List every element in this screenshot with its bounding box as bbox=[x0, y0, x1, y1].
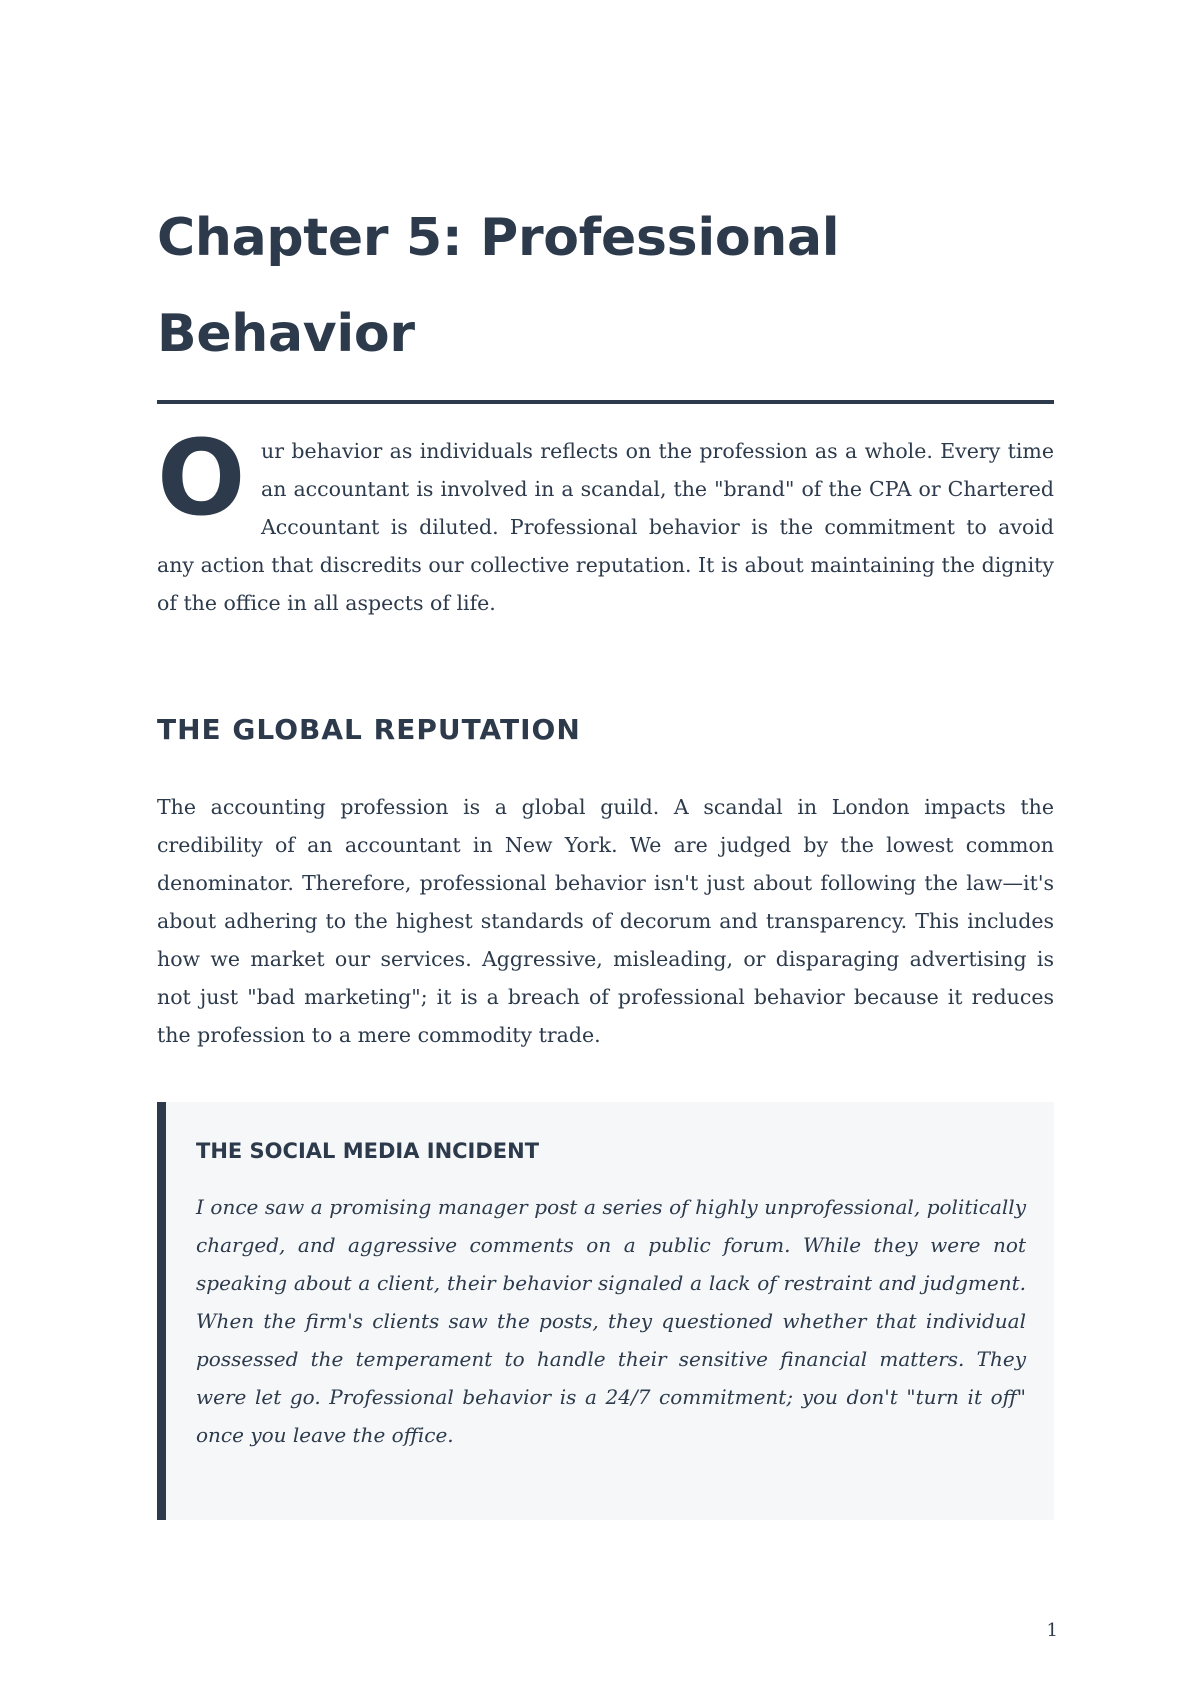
callout-title: THE SOCIAL MEDIA INCIDENT bbox=[196, 1139, 540, 1163]
title-divider bbox=[157, 400, 1054, 404]
chapter-title: Chapter 5: Professional Behavior bbox=[157, 208, 840, 364]
section-heading: THE GLOBAL REPUTATION bbox=[157, 713, 581, 746]
drop-cap: O bbox=[157, 417, 246, 539]
callout-body: I once saw a promising manager post a series of highly unprofessional, politically charged, and aggressive comments on a public forum. While they were not speaking about a client, their behavior signaled a lack of restraint and judgment. When the firm's clients saw the posts, they questioned whether that individual possessed the temperament to handle their sensitive financial matters. They were let go. Professional behavior is a 24/7 commitment; you don't "turn it off" once you leave the office. bbox=[196, 1195, 1026, 1447]
intro-text: ur behavior as individuals reflects on the profession as a whole. Every time an accountant is involved in a scandal, the "brand" of the CPA or Chartered Accountant is diluted. Professional behavior is the commitment to avoid any action that discredits our collective reputation. It is about maintaining the dignity of the office in all aspects of life. bbox=[157, 439, 1054, 615]
callout-box bbox=[157, 1102, 1054, 1520]
intro-paragraph bbox=[157, 417, 1054, 622]
page-number: 1 bbox=[1046, 1620, 1058, 1641]
section-paragraph: The accounting profession is a global guild. A scandal in London impacts the credibility of an accountant in New York. We are judged by the lowest common denominator. Therefore, professional behavior isn't just about following the law—it's about adhering to the highest standards of decorum and transparency. This includes how we market our services. Aggressive, misleading, or disparaging advertising is not just "bad marketing"; it is a breach of professional behavior because it reduces the profession to a mere commodity trade. bbox=[157, 795, 1054, 1047]
document-page bbox=[157, 190, 1054, 1520]
